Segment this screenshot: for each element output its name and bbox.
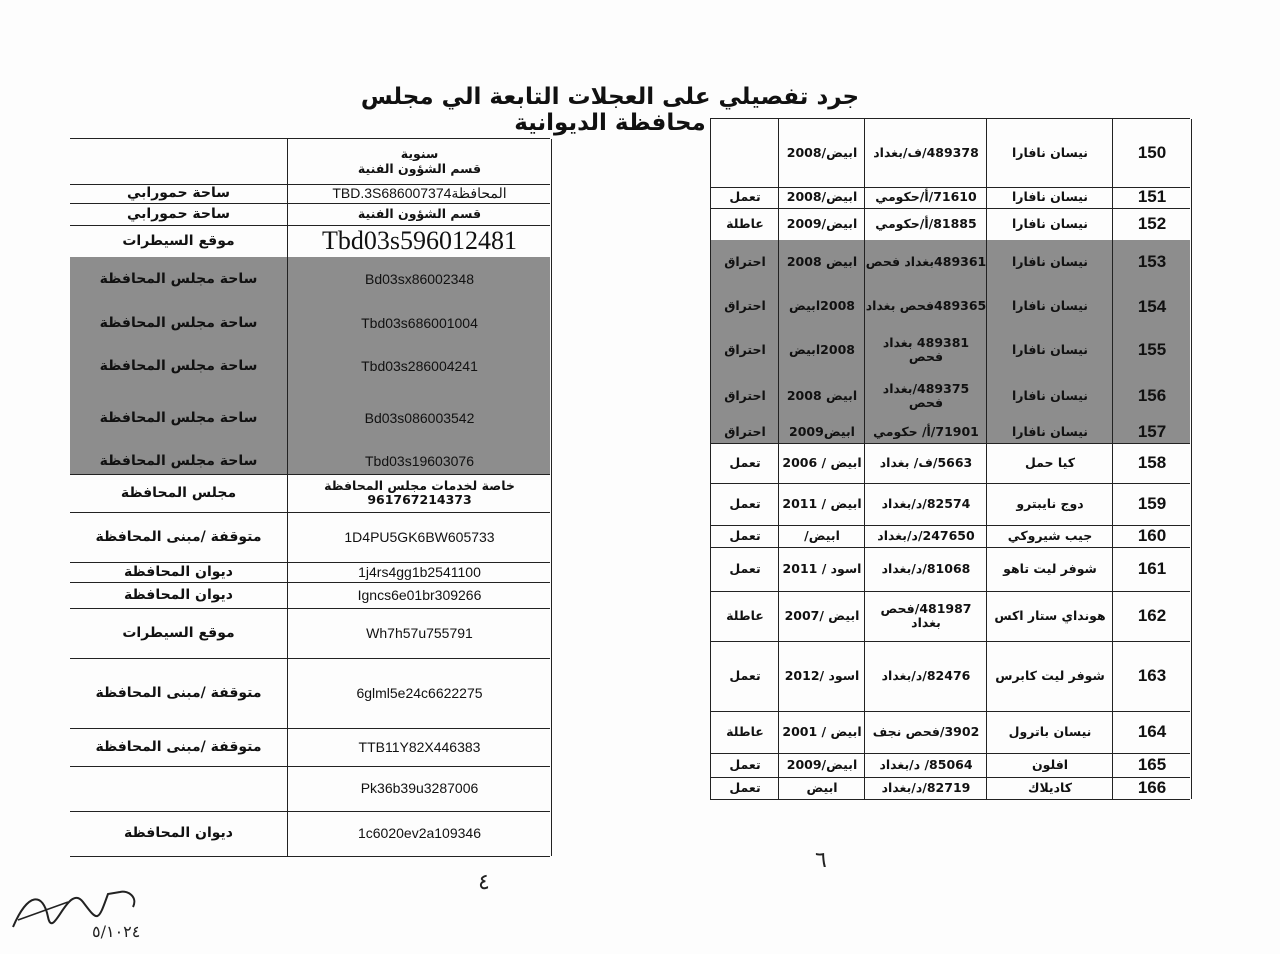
plate-cell: 82574/د/بغداد bbox=[864, 483, 987, 525]
left-table-row bbox=[70, 257, 550, 303]
right-table-row bbox=[710, 777, 1190, 800]
row-number-cell: 151 bbox=[1112, 186, 1192, 208]
right-table-row bbox=[710, 329, 1190, 372]
right-table-row bbox=[710, 118, 1190, 188]
left-table bbox=[70, 138, 550, 856]
plate-cell: 489365فحص بغداد bbox=[864, 284, 987, 329]
plate-cell: 85064/ د/بغداد bbox=[864, 753, 987, 777]
location-cell: ساحة حمورابي bbox=[127, 184, 231, 201]
plate-cell: 489378/ف/بغداد bbox=[864, 119, 987, 187]
signature-date: ٥/١٠٢٤ bbox=[92, 922, 141, 941]
location-cell: ساحة مجلس المحافظة bbox=[99, 452, 258, 469]
page-mark-left: ٤ bbox=[478, 870, 490, 895]
plate-cell: 489361بغداد فحص bbox=[864, 240, 987, 284]
vehicle-code-cell: Pk36b39u3287006 bbox=[287, 766, 552, 811]
status-cell: تعمل bbox=[710, 483, 779, 525]
location-cell: ساحة مجلس المحافظة bbox=[99, 314, 258, 331]
vehicle-name-cell: نيسان نافارا bbox=[986, 284, 1113, 329]
color-year-cell: ابيض / 2011 bbox=[778, 483, 865, 525]
row-number-cell: 157 bbox=[1112, 421, 1192, 443]
left-table-row bbox=[70, 344, 550, 389]
vehicle-code-cell: Igncs6e01br309266 bbox=[287, 582, 552, 608]
left-table-row bbox=[70, 562, 550, 583]
row-number-cell: 154 bbox=[1112, 284, 1192, 329]
location-cell: موقع السيطرات bbox=[122, 624, 235, 641]
vehicle-code-cell: Bd03sx86002348 bbox=[287, 257, 552, 302]
vehicle-code-cell: TBD.3S686007374المحافظة bbox=[287, 183, 552, 203]
vehicle-name-cell: نيسان نافارا bbox=[986, 208, 1113, 240]
vehicle-name-cell: كاديلاك bbox=[986, 777, 1113, 799]
vehicle-name-cell: شوفر ليت تاهو bbox=[986, 547, 1113, 591]
plate-cell: 82476/د/بغداد bbox=[864, 641, 987, 711]
plate-cell: 3902/فحص نجف bbox=[864, 711, 987, 753]
color-year-cell: اسود /2012 bbox=[778, 641, 865, 711]
vehicle-code-cell: Wh7h57u755791 bbox=[287, 608, 552, 658]
location-cell: ديوان المحافظة bbox=[124, 563, 233, 580]
vehicle-name-cell: دوج نايبترو bbox=[986, 483, 1113, 525]
color-year-cell: ابيض/2009 bbox=[778, 753, 865, 777]
location-cell: ديوان المحافظة bbox=[124, 825, 233, 842]
vehicle-name-cell: نيسان نافارا bbox=[986, 186, 1113, 208]
row-number-cell: 162 bbox=[1112, 591, 1192, 641]
row-number-cell: 150 bbox=[1112, 119, 1192, 187]
row-number-cell: 155 bbox=[1112, 329, 1192, 371]
vehicle-name-cell: نيسان باترول bbox=[986, 711, 1113, 753]
vehicle-name-cell: نيسان نافارا bbox=[986, 421, 1113, 443]
location-cell: متوقفة /مبنى المحافظة bbox=[95, 528, 262, 545]
left-table-row bbox=[70, 474, 550, 513]
left-table-row bbox=[70, 658, 550, 729]
right-table-row bbox=[710, 371, 1190, 422]
location-cell: موقع السيطرات bbox=[122, 232, 235, 249]
status-cell: عاطلة bbox=[710, 208, 779, 240]
status-cell: عاطلة bbox=[710, 711, 779, 753]
status-cell bbox=[710, 119, 779, 187]
location-cell: مجلس المحافظة bbox=[120, 484, 237, 501]
right-table-row bbox=[710, 525, 1190, 548]
color-year-cell: ابيض / 2001 bbox=[778, 711, 865, 753]
vehicle-name-cell: هونداي ستار اكس bbox=[986, 591, 1113, 641]
vehicle-name-cell: جيب شيروكي bbox=[986, 525, 1113, 547]
vehicle-code-cell: Tbd03s686001004 bbox=[287, 302, 552, 344]
right-table-row bbox=[710, 208, 1190, 241]
right-table-row bbox=[710, 240, 1190, 285]
left-table-row bbox=[70, 608, 550, 659]
color-year-cell: 2008ابيض bbox=[778, 284, 865, 329]
row-number-cell: 165 bbox=[1112, 753, 1192, 777]
plate-cell: 489381 بغداد فحص bbox=[864, 329, 987, 371]
color-year-cell: ابيض/2009 bbox=[778, 208, 865, 240]
location-cell: متوقفة /مبنى المحافظة bbox=[95, 684, 262, 701]
status-cell: تعمل bbox=[710, 547, 779, 591]
left-table-row bbox=[70, 512, 550, 563]
vehicle-name-cell: نيسان نافارا bbox=[986, 119, 1113, 187]
right-table-row bbox=[710, 591, 1190, 642]
status-cell: تعمل bbox=[710, 443, 779, 483]
vehicle-name-cell: كيا حمل bbox=[986, 443, 1113, 483]
page-title: جرد تفصيلي على العجلات التابعة الي مجلس محافظة الديوانية bbox=[360, 84, 860, 136]
status-cell: احتراق bbox=[710, 421, 779, 443]
right-table-row bbox=[710, 547, 1190, 592]
right-table-row bbox=[710, 641, 1190, 712]
right-table-row bbox=[710, 753, 1190, 778]
row-number-cell: 160 bbox=[1112, 525, 1192, 547]
vehicle-code-cell: 1D4PU5GK6BW605733 bbox=[287, 512, 552, 562]
status-cell: احتراق bbox=[710, 371, 779, 421]
vehicle-code-cell: قسم الشؤون الفنية bbox=[287, 203, 552, 225]
left-table-row bbox=[70, 138, 550, 185]
plate-cell: 71610/أ/حكومي bbox=[864, 186, 987, 208]
left-table-row bbox=[70, 728, 550, 767]
row-number-cell: 156 bbox=[1112, 371, 1192, 421]
location-cell: ديوان المحافظة bbox=[124, 586, 233, 603]
status-cell: تعمل bbox=[710, 777, 779, 799]
vehicle-code-cell: 1c6020ev2a109346 bbox=[287, 811, 552, 856]
plate-cell: 247650/د/بغداد bbox=[864, 525, 987, 547]
location-cell: ساحة مجلس المحافظة bbox=[99, 409, 258, 426]
plate-cell: 71901/أ/ حكومي bbox=[864, 421, 987, 443]
left-table-row bbox=[70, 302, 550, 345]
row-number-cell: 159 bbox=[1112, 483, 1192, 525]
color-year-cell: ابيض /2007 bbox=[778, 591, 865, 641]
vehicle-code-cell: Tbd03s596012481 bbox=[287, 225, 552, 257]
vehicle-code-cell: Bd03s086003542 bbox=[287, 388, 552, 448]
status-cell: احتراق bbox=[710, 284, 779, 329]
color-year-cell: ابيض/2008 bbox=[778, 186, 865, 208]
left-table-row bbox=[70, 582, 550, 609]
row-number-cell: 163 bbox=[1112, 641, 1192, 711]
color-year-cell: ابيض bbox=[778, 777, 865, 799]
color-year-cell: ابيض/ bbox=[778, 525, 865, 547]
status-cell: تعمل bbox=[710, 186, 779, 208]
vehicle-name-cell: افلون bbox=[986, 753, 1113, 777]
vehicle-name-cell: نيسان نافارا bbox=[986, 371, 1113, 421]
left-table-row bbox=[70, 183, 550, 204]
plate-cell: 489375/بغداد فحص bbox=[864, 371, 987, 421]
left-table-row bbox=[70, 766, 550, 812]
vehicle-code-cell: TTB11Y82X446383 bbox=[287, 728, 552, 766]
color-year-cell: ابيض/2008 bbox=[778, 119, 865, 187]
color-year-cell: ابيض2009 bbox=[778, 421, 865, 443]
status-cell: عاطلة bbox=[710, 591, 779, 641]
right-table-row bbox=[710, 483, 1190, 526]
row-number-cell: 166 bbox=[1112, 777, 1192, 799]
color-year-cell: ابيض / 2006 bbox=[778, 443, 865, 483]
plate-cell: 481987/فحص بغداد bbox=[864, 591, 987, 641]
left-table-row bbox=[70, 448, 550, 475]
status-cell: تعمل bbox=[710, 753, 779, 777]
right-table bbox=[710, 118, 1190, 860]
plate-cell: 81885/أ/حكومي bbox=[864, 208, 987, 240]
row-number-cell: 152 bbox=[1112, 208, 1192, 240]
location-cell: متوقفة /مبنى المحافظة bbox=[95, 738, 262, 755]
row-number-cell: 153 bbox=[1112, 240, 1192, 284]
right-table-row bbox=[710, 186, 1190, 209]
vehicle-code-cell: خاصة لخدمات مجلس المحافظة 961767214373 bbox=[287, 474, 552, 512]
vehicle-code-cell: سنوية قسم الشؤون الفنية bbox=[287, 139, 552, 184]
right-table-row bbox=[710, 711, 1190, 754]
right-table-row bbox=[710, 284, 1190, 330]
vehicle-name-cell: نيسان نافارا bbox=[986, 240, 1113, 284]
location-cell: ساحة مجلس المحافظة bbox=[99, 357, 258, 374]
color-year-cell: ابيض 2008 bbox=[778, 371, 865, 421]
plate-cell: 81068/د/بغداد bbox=[864, 547, 987, 591]
page-mark-right: ٦ bbox=[815, 848, 827, 873]
status-cell: احتراق bbox=[710, 240, 779, 284]
location-cell: ساحة حمورابي bbox=[127, 205, 231, 222]
left-table-row bbox=[70, 203, 550, 226]
color-year-cell: ابيض 2008 bbox=[778, 240, 865, 284]
left-table-row bbox=[70, 225, 550, 258]
vehicle-code-cell: Tbd03s19603076 bbox=[287, 448, 552, 474]
status-cell: تعمل bbox=[710, 641, 779, 711]
location-cell bbox=[70, 766, 287, 811]
vehicle-code-cell: 6glml5e24c6622275 bbox=[287, 658, 552, 728]
color-year-cell: 2008ابيض bbox=[778, 329, 865, 371]
right-table-row bbox=[710, 443, 1190, 484]
vehicle-name-cell: نيسان نافارا bbox=[986, 329, 1113, 371]
location-cell: ساحة مجلس المحافظة bbox=[99, 271, 258, 288]
status-cell: تعمل bbox=[710, 525, 779, 547]
vehicle-name-cell: شوفر ليت كابرس bbox=[986, 641, 1113, 711]
plate-cell: 82719/د/بغداد bbox=[864, 777, 987, 799]
right-table-row bbox=[710, 421, 1190, 444]
vehicle-code-cell: 1j4rs4gg1b2541100 bbox=[287, 562, 552, 582]
left-table-row bbox=[70, 811, 550, 857]
location-cell bbox=[70, 139, 287, 184]
row-number-cell: 161 bbox=[1112, 547, 1192, 591]
vehicle-code-cell: Tbd03s286004241 bbox=[287, 344, 552, 388]
color-year-cell: اسود / 2011 bbox=[778, 547, 865, 591]
plate-cell: 5663/ف/ بغداد bbox=[864, 443, 987, 483]
left-table-row bbox=[70, 388, 550, 449]
row-number-cell: 158 bbox=[1112, 443, 1192, 483]
row-number-cell: 164 bbox=[1112, 711, 1192, 753]
status-cell: احتراق bbox=[710, 329, 779, 371]
